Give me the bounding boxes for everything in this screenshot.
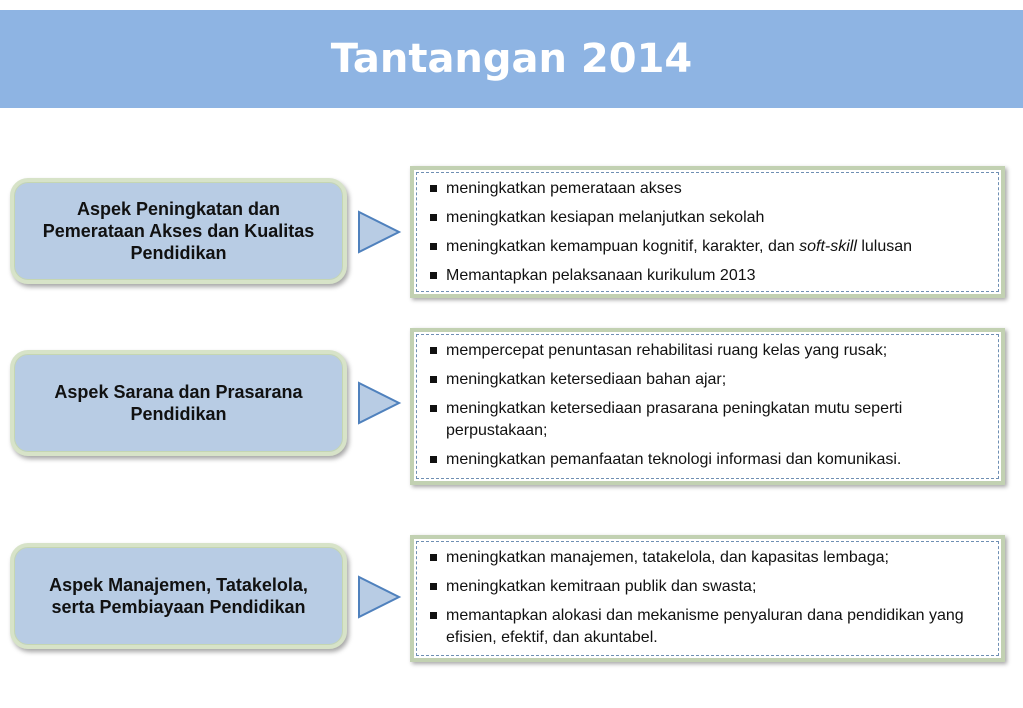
detail-list (414, 332, 1001, 471)
aspect-box-management-finance (10, 543, 347, 649)
aspect-label: Aspek Manajemen, Tatakelola, serta Pembiayaan Pendidikan (49, 575, 308, 617)
list-item: meningkatkan manajemen, tatakelola, dan kapasitas lembaga; (428, 547, 991, 569)
triangle-right-arrow-icon (356, 380, 402, 426)
title-bar (0, 10, 1023, 108)
list-item: meningkatkan kesiapan melanjutkan sekolah (428, 207, 991, 229)
list-item: meningkatkan pemerataan akses (428, 178, 991, 200)
aspect-label: Aspek Peningkatan dan Pemerataan Akses dan Kualitas Pendidikan (42, 199, 315, 263)
list-item: meningkatkan kemitraan publik dan swasta; (428, 576, 991, 598)
list-item: meningkatkan ketersediaan prasarana peningkatan mutu seperti perpustakaan; (428, 398, 991, 442)
triangle-right-arrow-icon (356, 209, 402, 255)
aspect-box-facilities (10, 350, 347, 456)
page-title: Tantangan 2014 (330, 36, 693, 82)
list-item: meningkatkan kemampuan kognitif, karakter, dan soft-skill lulusan (428, 236, 991, 258)
detail-list (414, 539, 1001, 649)
list-item: meningkatkan pemanfaatan teknologi informasi dan komunikasi. (428, 449, 991, 471)
aspect-label: Aspek Sarana dan Prasarana Pendidikan (54, 382, 303, 424)
list-item: meningkatkan ketersediaan bahan ajar; (428, 369, 991, 391)
list-item: mempercepat penuntasan rehabilitasi ruang kelas yang rusak; (428, 340, 991, 362)
detail-box-management-finance (410, 535, 1005, 662)
detail-box-access-quality (410, 166, 1005, 298)
triangle-right-arrow-icon (356, 574, 402, 620)
aspect-box-access-quality (10, 178, 347, 284)
detail-box-facilities (410, 328, 1005, 485)
list-item: memantapkan alokasi dan mekanisme penyaluran dana pendidikan yang efisien, efektif, dan akuntabel. (428, 605, 991, 649)
detail-list (414, 170, 1001, 287)
list-item: Memantapkan pelaksanaan kurikulum 2013 (428, 265, 991, 287)
